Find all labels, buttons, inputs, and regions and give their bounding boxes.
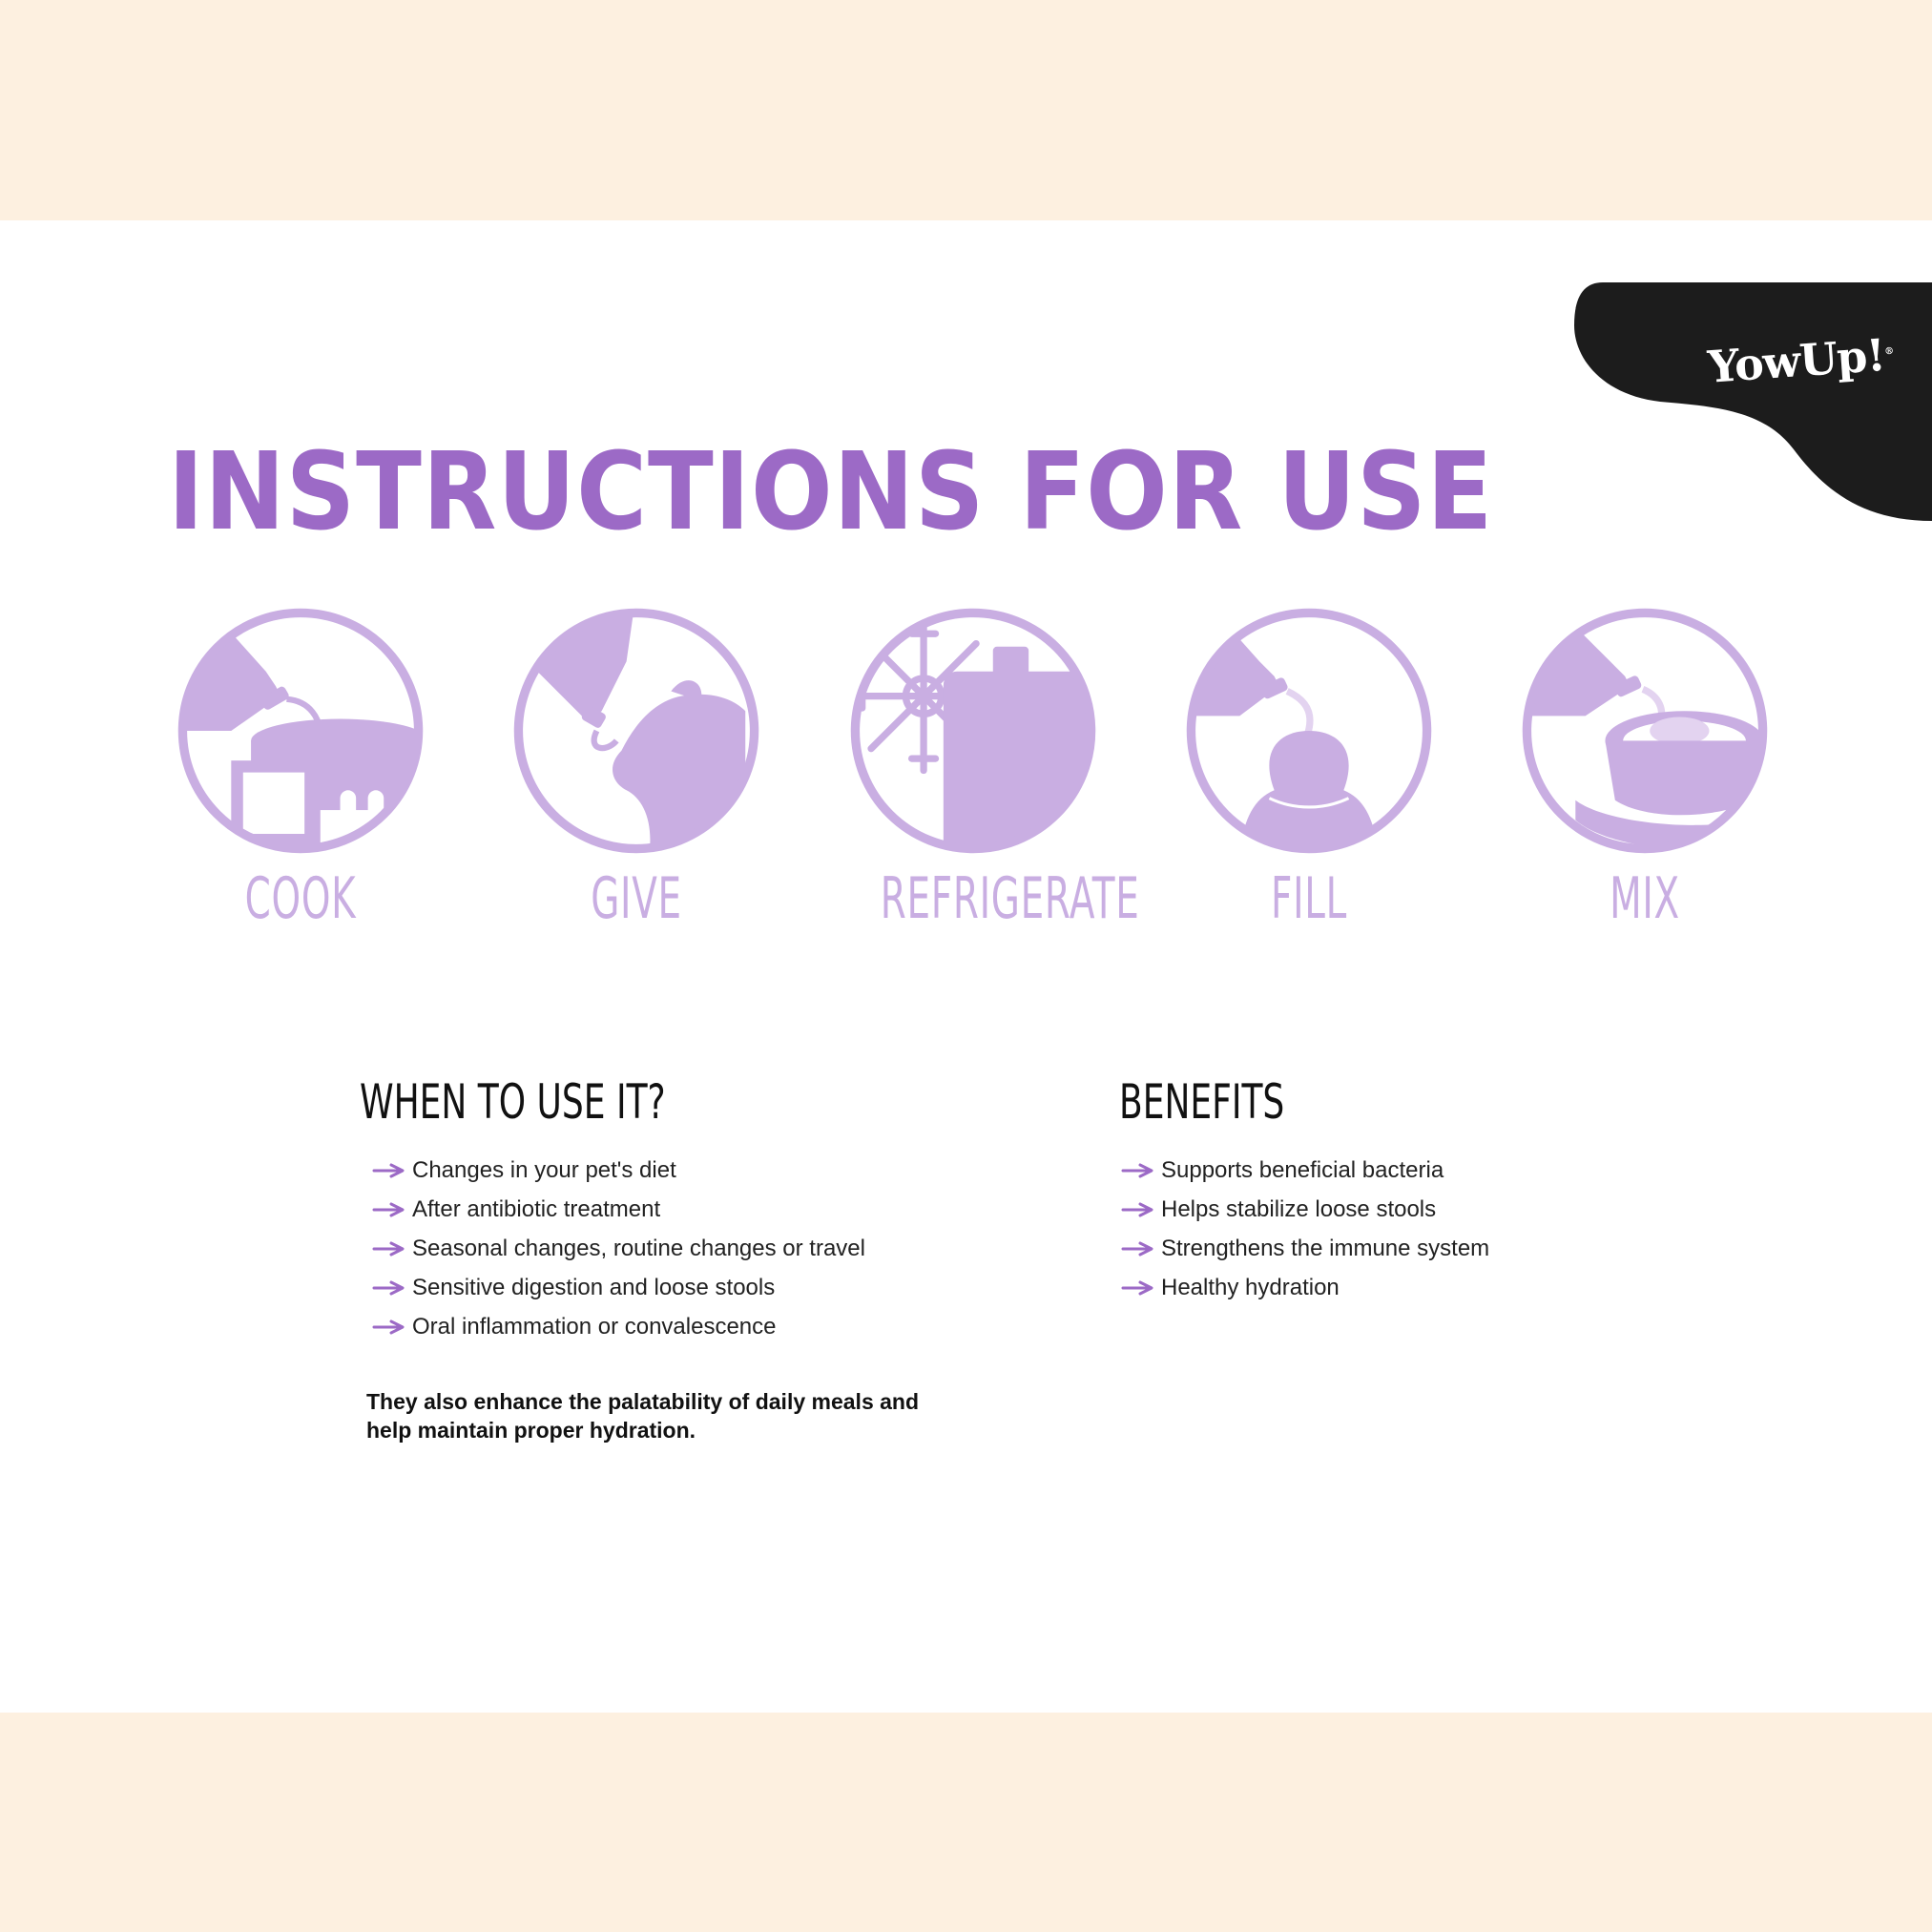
arrow-right-icon <box>372 1279 406 1297</box>
steps-row <box>172 602 1775 932</box>
list-item <box>372 1190 865 1229</box>
arrow-right-icon <box>372 1240 406 1257</box>
list-item <box>1121 1151 1489 1190</box>
list-item-text: Oral inflammation or convalescence <box>412 1313 777 1340</box>
list-item-text: Supports beneficial bacteria <box>1161 1156 1444 1183</box>
brand-blob <box>1574 282 1932 521</box>
step-give <box>508 602 765 932</box>
list-item <box>1121 1268 1489 1307</box>
step-label: REFRIGERATE <box>880 865 1140 932</box>
step-label: GIVE <box>591 865 682 932</box>
brand-logo: YowUp!® <box>1706 328 1894 393</box>
content-card <box>0 220 1932 1713</box>
arrow-right-icon <box>372 1162 406 1179</box>
arrow-right-icon <box>1121 1201 1155 1218</box>
mix-icon <box>1516 602 1774 860</box>
list-item-text: Helps stabilize loose stools <box>1161 1195 1437 1222</box>
step-mix <box>1516 602 1774 932</box>
cook-icon <box>172 602 429 860</box>
list-item-text: Sensitive digestion and loose stools <box>412 1274 776 1300</box>
step-fill <box>1180 602 1438 932</box>
arrow-right-icon <box>1121 1240 1155 1257</box>
list-item <box>372 1229 865 1268</box>
list-item-text: Seasonal changes, routine changes or travel <box>412 1235 865 1261</box>
arrow-right-icon <box>1121 1162 1155 1179</box>
list-item <box>372 1307 865 1346</box>
list-item-text: Strengthens the immune system <box>1161 1235 1490 1261</box>
list-item-text: Changes in your pet's diet <box>412 1156 676 1183</box>
arrow-right-icon <box>372 1319 406 1336</box>
step-label: FILL <box>1271 865 1347 932</box>
give-icon <box>508 602 765 860</box>
step-label: COOK <box>244 865 357 932</box>
when-to-use-list <box>372 1151 865 1346</box>
list-item <box>1121 1229 1489 1268</box>
benefits-list <box>1121 1151 1489 1307</box>
when-to-use-title: WHEN TO USE IT? <box>360 1074 666 1130</box>
page-title: INSTRUCTIONS FOR USE <box>168 430 1494 554</box>
step-label: MIX <box>1610 865 1680 932</box>
arrow-right-icon <box>1121 1279 1155 1297</box>
list-item-text: After antibiotic treatment <box>412 1195 661 1222</box>
step-refrigerate <box>844 602 1140 932</box>
arrow-right-icon <box>372 1201 406 1218</box>
list-item <box>372 1151 865 1190</box>
list-item <box>372 1268 865 1307</box>
list-item-text: Healthy hydration <box>1161 1274 1340 1300</box>
refrigerate-icon <box>844 602 1102 860</box>
list-item <box>1121 1190 1489 1229</box>
step-cook <box>172 602 429 932</box>
palatability-note: They also enhance the palatability of daily meals and help maintain proper hydration. <box>366 1389 920 1443</box>
fill-icon <box>1180 602 1438 860</box>
benefits-title: BENEFITS <box>1119 1074 1285 1130</box>
